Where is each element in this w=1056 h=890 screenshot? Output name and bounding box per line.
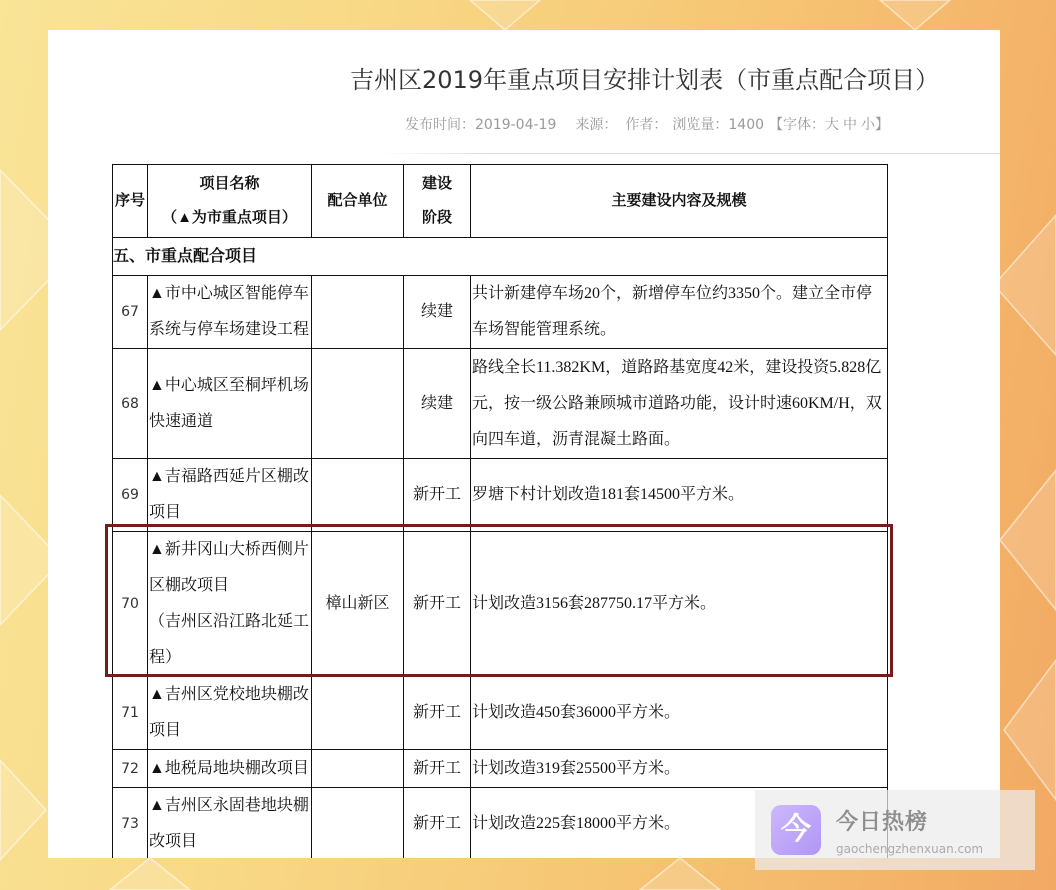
article-panel	[48, 30, 1000, 858]
header-stage-line2: 阶段	[421, 210, 452, 226]
font-size-suffix: 】	[875, 117, 890, 133]
author-label: 作者：	[625, 117, 668, 133]
row-index: 72	[113, 750, 148, 788]
row-content: 计划改造225套18000平方米。	[471, 788, 888, 859]
row-project-name: ▲吉州区永固巷地块棚改项目	[148, 788, 312, 859]
row-index: 67	[113, 276, 148, 349]
views-count: 1400	[728, 117, 765, 133]
table-row	[113, 276, 888, 349]
font-size-medium-link[interactable]: 中	[843, 117, 858, 133]
row-unit	[312, 459, 404, 532]
row-highlight-box	[105, 524, 893, 677]
row-stage: 新开工	[404, 677, 471, 750]
row-unit	[312, 349, 404, 459]
background-diamond	[1004, 660, 1056, 800]
header-project-name-note: （▲为市重点项目）	[162, 210, 297, 226]
row-stage: 新开工	[404, 459, 471, 532]
row-content: 罗塘下村计划改造181套14500平方米。	[471, 459, 888, 532]
row-unit	[312, 750, 404, 788]
background-diamond	[1000, 470, 1056, 610]
row-unit	[312, 677, 404, 750]
row-project-name: ▲吉福路西延片区棚改项目	[148, 459, 312, 532]
row-project-name-text: ▲新井冈山大桥西侧片区棚改项目	[149, 541, 309, 594]
article-meta	[405, 115, 889, 135]
source-label: 来源：	[575, 117, 618, 133]
publish-label: 发布时间：	[405, 117, 475, 133]
header-unit: 配合单位	[312, 165, 404, 238]
row-content: 计划改造450套36000平方米。	[471, 677, 888, 750]
section-title: 五、市重点配合项目	[113, 238, 888, 276]
row-stage: 续建	[404, 349, 471, 459]
row-stage: 新开工	[404, 750, 471, 788]
table-row	[113, 459, 888, 532]
header-stage-line1: 建设	[421, 176, 452, 192]
row-project-name-note: （吉州区沿江路北延工程）	[149, 613, 310, 666]
background-diamond	[470, 0, 540, 30]
row-stage: 续建	[404, 276, 471, 349]
background-diamond	[994, 215, 1056, 355]
background-diamond	[640, 858, 720, 890]
row-index: 69	[113, 459, 148, 532]
watermark-name: 今日热榜	[836, 810, 929, 835]
header-content: 主要建设内容及规模	[471, 165, 888, 238]
watermark-domain: gaochengzhenxuan.com	[836, 842, 984, 856]
row-unit	[312, 788, 404, 859]
row-unit	[312, 276, 404, 349]
background-diamond	[110, 858, 190, 890]
row-content: 路线全长11.382KM，道路路基宽度42米，建设投资5.828亿元，按一级公路兼顾城市道路功能，设计时速60KM/H，双向四车道，沥青混凝土路面。	[471, 349, 888, 459]
views-label: 浏览量：	[672, 117, 729, 133]
row-content: 共计新建停车场20个，新增停车位约3350个。建立全市停车场智能管理系统。	[471, 276, 888, 349]
row-index: 71	[113, 677, 148, 750]
row-project-name: ▲市中心城区智能停车系统与停车场建设工程	[148, 276, 312, 349]
row-index: 68	[113, 349, 148, 459]
table-header-row	[113, 165, 888, 238]
font-size-large-link[interactable]: 大	[825, 117, 840, 133]
row-stage: 新开工	[404, 788, 471, 859]
header-project-name-label: 项目名称	[199, 176, 260, 192]
row-project-name: ▲地税局地块棚改项目	[148, 750, 312, 788]
table-row	[113, 750, 888, 788]
watermark	[755, 790, 1035, 870]
table-row	[113, 349, 888, 459]
header-stage	[404, 165, 471, 238]
row-index: 70	[113, 532, 148, 677]
project-plan-table	[112, 164, 888, 858]
header-index: 序号	[113, 165, 148, 238]
table-section-row	[113, 238, 888, 276]
row-index: 73	[113, 788, 148, 859]
row-stage: 新开工	[404, 532, 471, 677]
row-content: 计划改造3156套287750.17平方米。	[471, 532, 888, 677]
row-content: 计划改造319套25500平方米。	[471, 750, 888, 788]
font-size-prefix: 【字体：	[769, 117, 826, 133]
header-divider	[380, 153, 1000, 154]
row-project-name: ▲吉州区党校地块棚改项目	[148, 677, 312, 750]
table-row	[113, 677, 888, 750]
row-unit: 樟山新区	[312, 532, 404, 677]
row-project-name: ▲中心城区至桐坪机场快速通道	[148, 349, 312, 459]
publish-date: 2019-04-19	[475, 117, 557, 133]
background-diamond	[0, 760, 46, 860]
header-project-name	[148, 165, 312, 238]
font-size-small-link[interactable]: 小	[861, 117, 876, 133]
background-diamond	[880, 0, 950, 30]
page-title: 吉州区2019年重点项目安排计划表（市重点配合项目）	[350, 66, 940, 94]
watermark-logo-icon: 今	[771, 805, 821, 855]
